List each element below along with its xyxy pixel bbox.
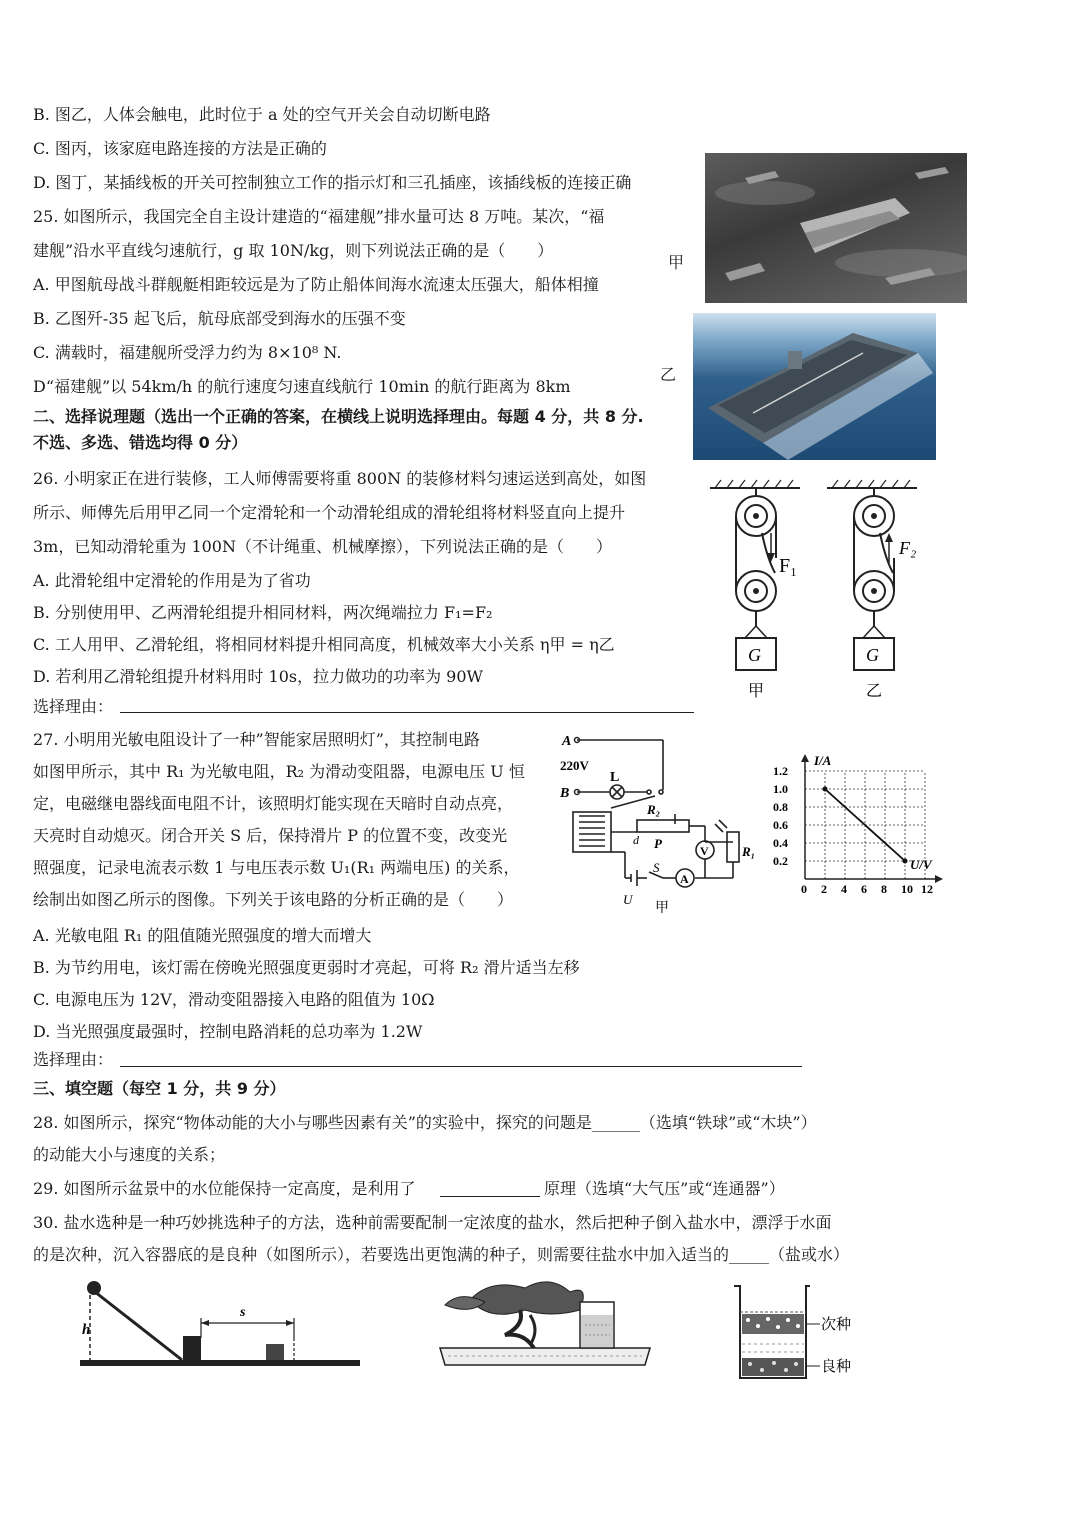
x-tick-label: 10 (901, 882, 913, 896)
photo-label-jia: 甲 (668, 253, 685, 272)
q26-option-a: A. 此滑轮组中定滑轮的作用是为了省功 (33, 571, 311, 590)
section2-title: 二、选择说理题（选出一个正确的答案，在横线上说明选择理由。每题 4 分，共 8 分. (33, 407, 644, 426)
section2-note: 不选、多选、错选均得 0 分） (33, 433, 248, 452)
iu-chart (770, 752, 950, 900)
circuit-source-label: U (623, 892, 633, 907)
q25-stem-line1: 25. 如图所示，我国完全自主设计建造的“福建舰”排水量可达 8 万吨。某次，“福 (33, 207, 605, 226)
ramp-experiment-diagram (70, 1278, 370, 1378)
photo-label-yi: 乙 (660, 365, 677, 384)
section3-title: 三、填空题（每空 1 分，共 9 分） (33, 1079, 286, 1098)
q27-option-d: D. 当光照强度最强时，控制电路消耗的总功率为 1.2W (33, 1022, 423, 1041)
x-axis-label: U/V (910, 857, 932, 872)
force-label-f1: F₁ (779, 555, 798, 577)
circuit-slider-label: P (654, 836, 662, 851)
x-tick-label: 6 (861, 882, 867, 896)
pulley-label-yi: 乙 (866, 683, 883, 700)
circuit-switch-label: S (653, 860, 660, 875)
q25-option-c: C. 满载时，福建舰所受浮力约为 8×10⁸ N. (33, 343, 342, 362)
circuit-voltage-label: 220V (560, 758, 589, 773)
circuit-terminal-a: A (562, 734, 572, 749)
q27-stem-line4: 天亮时自动熄灭。闭合开关 S 后，保持滑片 P 的位置不变，改变光 (33, 826, 508, 845)
x-tick-label: 12 (921, 882, 933, 896)
q30-stem-line2: 的是次种，沉入容器底的是良种（如图所示），若要选出更饱满的种子，则需要往盐水中加入适当的_____（盐或水） (33, 1245, 850, 1264)
pulley-label-jia: 甲 (748, 683, 765, 700)
sunken-seed-label: 良种 (821, 1359, 852, 1375)
q29-stem-part1: 29. 如图所示盆景中的水位能保持一定高度，是利用了 (33, 1179, 416, 1198)
iu-data-point (823, 787, 828, 792)
circuit-figure-label: 甲 (655, 901, 669, 916)
q27-option-c: C. 电源电压为 12V，滑动变阻器接入电路的阻值为 10Ω (33, 990, 435, 1009)
seed-beaker-diagram (730, 1282, 860, 1382)
weight-label-jia: G (748, 645, 761, 665)
q25-stem-line2: 建舰”沿水平直线匀速航行，g 取 10N/kg，则下列说法正确的是（ ） (33, 241, 554, 260)
y-tick-label: 1.0 (773, 782, 788, 796)
q26-option-c: C. 工人用甲、乙滑轮组，将相同材料提升相同高度，机械效率大小关系 η甲 = η乙 (33, 635, 615, 654)
q27-option-b: B. 为节约用电，该灯需在傍晚光照强度更弱时才亮起，可将 R₂ 滑片适当左移 (33, 958, 580, 977)
q29-stem-part2: 原理（选填“大气压”或“连通器”） (544, 1179, 785, 1198)
q26-stem-line1: 26. 小明家正在进行装修，工人师傅需要将重 800N 的装修材料匀速运送到高处，如图 (33, 469, 647, 488)
q26-stem-line3: 3m，已知动滑轮重为 100N（不计绳重、机械摩擦），下列说法正确的是（ ） (33, 537, 612, 556)
control-circuit-diagram (555, 728, 765, 916)
x-tick-label: 2 (821, 882, 827, 896)
bonsai-diagram (430, 1270, 665, 1375)
circuit-d-label: d (633, 833, 639, 847)
q26-answer-line[interactable] (120, 712, 694, 713)
iu-data-point (903, 859, 908, 864)
q26-option-d: D. 若利用乙滑轮组提升材料用时 10s，拉力做功的功率为 90W (33, 667, 483, 686)
q30-stem-line1: 30. 盐水选种是一种巧妙挑选种子的方法，选种前需要配制一定浓度的盐水，然后把种子倒入盐水中，漂浮于水面 (33, 1213, 832, 1232)
q26-reason-label: 选择理由： (33, 697, 114, 716)
q27-reason-label: 选择理由： (33, 1050, 114, 1069)
q27-option-a: A. 光敏电阻 R₁ 的阻值随光照强度的增大而增大 (33, 926, 372, 945)
q24-option-c: C. 图丙，该家庭电路连接的方法是正确的 (33, 139, 327, 158)
q27-stem-line6: 绘制出如图乙所示的图像。下列关于该电路的分析正确的是（ ） (33, 890, 514, 909)
y-tick-label: 0.8 (773, 800, 788, 814)
y-tick-label: 0.2 (773, 854, 788, 868)
q27-stem-line2: 如图甲所示，其中 R₁ 为光敏电阻，R₂ 为滑动变阻器，电源电压 U 恒 (33, 762, 525, 781)
carrier-group-photo (705, 153, 967, 303)
q27-answer-line[interactable] (120, 1066, 802, 1067)
force-label-f2: F₂ (899, 538, 917, 558)
circuit-lamp-label: L (610, 770, 620, 785)
y-tick-label: 0.4 (773, 836, 788, 850)
height-label: h (82, 1322, 91, 1338)
distance-label: s (240, 1305, 246, 1320)
voltmeter-label: V (700, 844, 709, 858)
q24-option-b: B. 图乙，人体会触电，此时位于 a 处的空气开关会自动切断电路 (33, 105, 491, 124)
carrier-photo (693, 313, 936, 460)
circuit-r1-label: R₁ (742, 844, 756, 859)
circuit-terminal-b: B (560, 786, 570, 801)
q25-option-d: D“福建舰”以 54km/h 的航行速度匀速直线航行 10min 的航行距离为 8km (33, 377, 571, 396)
weight-label-yi: G (866, 645, 879, 665)
q28-stem-line2: 的动能大小与速度的关系； (33, 1145, 226, 1164)
y-axis-label: I/A (814, 753, 832, 768)
pulley-diagram (705, 478, 925, 703)
q25-option-a: A. 甲图航母战斗群舰艇相距较远是为了防止船体间海水流速太压强大，船体相撞 (33, 275, 599, 294)
q27-stem-line1: 27. 小明用光敏电阻设计了一种”智能家居照明灯”，其控制电路 (33, 730, 480, 749)
ammeter-label: A (680, 872, 689, 886)
q24-option-d: D. 图丁，某插线板的开关可控制独立工作的指示灯和三孔插座，该插线板的连接正确 (33, 173, 632, 192)
y-tick-label: 1.2 (773, 764, 788, 778)
x-tick-label: 8 (881, 882, 887, 896)
q26-stem-line2: 所示、师傅先后用甲乙同一个定滑轮和一个动滑轮组成的滑轮组将材料竖直向上提升 (33, 503, 626, 522)
x-tick-label: 0 (801, 882, 807, 896)
q25-option-b: B. 乙图歼-35 起飞后，航母底部受到海水的压强不变 (33, 309, 406, 328)
x-tick-label: 4 (841, 882, 847, 896)
q27-stem-line3: 定，电磁继电器线面电阻不计，该照明灯能实现在天暗时自动点亮， (33, 794, 514, 813)
floating-seed-label: 次种 (821, 1317, 852, 1333)
q27-stem-line5: 照强度，记录电流表示数 1 与电压表示数 U₁(R₁ 两端电压) 的关系， (33, 858, 520, 877)
q28-stem-line1: 28. 如图所示，探究“物体动能的大小与哪些因素有关”的实验中，探究的问题是______（选填“铁球”或“木块”） (33, 1113, 817, 1132)
q29-answer-line[interactable] (440, 1196, 540, 1197)
y-tick-label: 0.6 (773, 818, 788, 832)
circuit-r2-label: R₂ (647, 802, 661, 817)
q26-option-b: B. 分别使用甲、乙两滑轮组提升相同材料，两次绳端拉力 F₁=F₂ (33, 603, 493, 622)
